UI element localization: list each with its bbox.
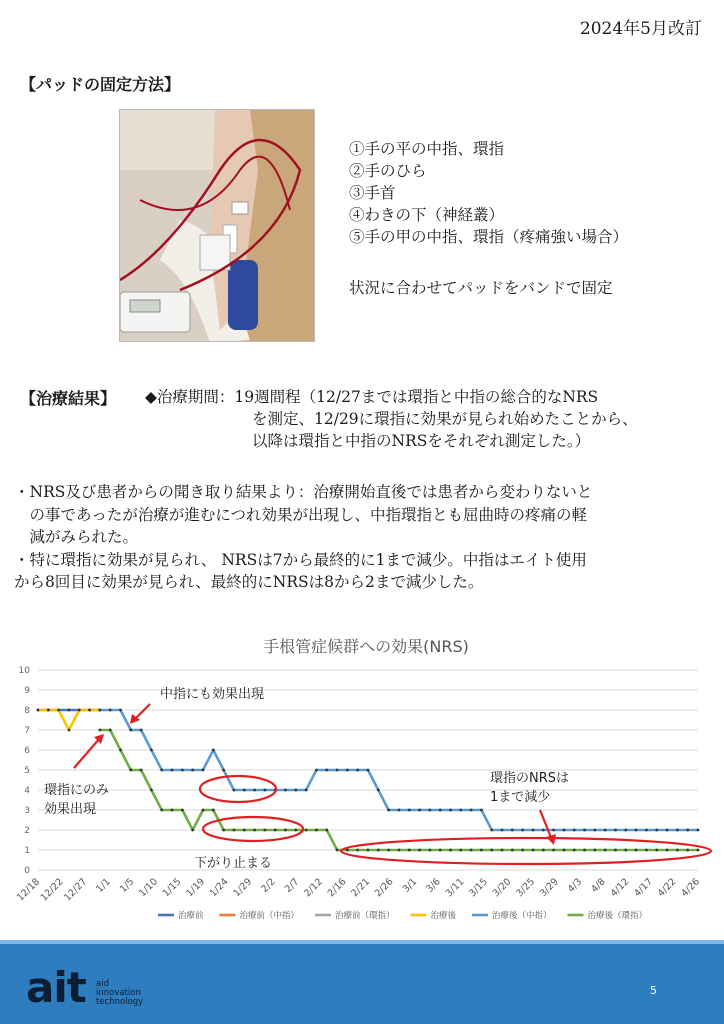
data-point: [480, 809, 483, 812]
data-point: [98, 729, 101, 732]
x-tick-label: 1/29: [231, 876, 255, 900]
data-point: [439, 849, 442, 852]
data-point: [449, 849, 452, 852]
data-point: [253, 789, 256, 792]
data-point: [253, 829, 256, 832]
data-point: [408, 849, 411, 852]
data-point: [604, 849, 607, 852]
data-point: [47, 709, 50, 712]
data-point: [181, 809, 184, 812]
legend-label: 治療後（中指）: [492, 911, 552, 921]
data-point: [666, 849, 669, 852]
data-point: [160, 769, 163, 772]
data-point: [202, 769, 205, 772]
pad-position-item: ②手のひら: [349, 162, 427, 180]
x-tick-label: 1/24: [207, 876, 231, 900]
x-tick-label: 1/15: [160, 876, 184, 900]
data-point: [367, 769, 370, 772]
pad-position-item: ③手首: [349, 184, 396, 202]
y-tick-label: 5: [24, 766, 30, 776]
x-tick-label: 2/16: [325, 876, 349, 900]
data-point: [624, 829, 627, 832]
data-point: [243, 789, 246, 792]
annotation-ring-finger-part1: 環指にのみ: [44, 783, 110, 798]
data-point: [98, 709, 101, 712]
data-point: [325, 829, 328, 832]
company-logo-tagline: [96, 980, 143, 1007]
data-point: [305, 789, 308, 792]
pad-fixation-note: 状況に合わせてパッドをバンドで固定: [349, 279, 613, 297]
legend-label: 治療前: [178, 911, 204, 921]
data-point: [140, 729, 143, 732]
data-point: [532, 829, 535, 832]
x-tick-label: 3/20: [490, 876, 514, 900]
x-tick-label: 4/22: [655, 876, 679, 900]
data-point: [604, 829, 607, 832]
annotation-middle-finger: 中指にも効果出現: [160, 687, 265, 702]
result-line: 減がみられた。: [14, 528, 139, 546]
data-point: [222, 829, 225, 832]
data-point: [532, 849, 535, 852]
data-point: [398, 849, 401, 852]
data-point: [119, 749, 122, 752]
data-point: [645, 849, 648, 852]
data-point: [57, 709, 60, 712]
x-tick-label: 4/3: [565, 876, 585, 895]
data-point: [212, 809, 215, 812]
data-point: [68, 729, 71, 732]
logo-line: innovation: [96, 988, 141, 998]
data-point: [398, 809, 401, 812]
data-point: [150, 789, 153, 792]
data-point: [387, 849, 390, 852]
x-tick-label: 12/22: [38, 876, 66, 904]
x-tick-label: 2/26: [372, 876, 396, 900]
data-point: [480, 849, 483, 852]
data-point: [563, 849, 566, 852]
data-point: [501, 849, 504, 852]
data-point: [593, 829, 596, 832]
data-point: [542, 829, 545, 832]
data-point: [697, 849, 700, 852]
data-point: [78, 709, 81, 712]
y-tick-label: 1: [24, 846, 30, 856]
nrs-chart-svg: [8, 628, 716, 928]
pad-position-item: ④わきの下（神経叢）: [349, 206, 505, 224]
data-point: [274, 829, 277, 832]
pad-position-list: [349, 138, 628, 248]
data-point: [439, 809, 442, 812]
data-point: [655, 829, 658, 832]
data-point: [676, 849, 679, 852]
series-line: [38, 710, 100, 730]
x-tick-label: 3/29: [537, 876, 561, 900]
data-point: [315, 769, 318, 772]
data-point: [191, 829, 194, 832]
data-point: [109, 709, 112, 712]
data-point: [470, 809, 473, 812]
data-point: [655, 849, 658, 852]
data-point: [418, 849, 421, 852]
data-point: [160, 809, 163, 812]
data-point: [563, 829, 566, 832]
x-tick-label: 12/27: [62, 876, 90, 904]
data-point: [150, 749, 153, 752]
data-point: [367, 849, 370, 852]
y-tick-label: 10: [18, 666, 30, 676]
data-point: [284, 829, 287, 832]
data-point: [377, 849, 380, 852]
y-tick-label: 8: [24, 706, 30, 716]
logo-line: aid: [96, 979, 109, 989]
legend-label: 治療前（環指）: [335, 911, 395, 921]
y-tick-label: 0: [24, 866, 30, 876]
data-point: [583, 829, 586, 832]
x-tick-label: 2/2: [259, 876, 278, 895]
chart-title: 手根管症候群への効果(NRS): [263, 637, 469, 656]
y-tick-label: 9: [24, 686, 30, 696]
data-point: [614, 849, 617, 852]
arrow-ring-finger: [74, 738, 100, 768]
x-tick-label: 4/8: [589, 876, 608, 895]
data-point: [171, 809, 174, 812]
annotation-ring-finger-part2: 効果出現: [44, 802, 97, 817]
data-point: [233, 829, 236, 832]
data-point: [408, 809, 411, 812]
arrow-ring-nrs-head: [546, 834, 556, 845]
data-point: [490, 829, 493, 832]
data-point: [222, 769, 225, 772]
pad-section-title: 【パッドの固定方法】: [20, 75, 181, 94]
data-point: [542, 849, 545, 852]
data-point: [305, 829, 308, 832]
data-point: [573, 849, 576, 852]
annotation-ring-nrs-part2: 1まで減少: [490, 790, 551, 805]
data-point: [171, 769, 174, 772]
y-tick-label: 3: [24, 806, 30, 816]
data-point: [346, 849, 349, 852]
data-point: [490, 849, 493, 852]
x-tick-label: 4/26: [679, 876, 703, 900]
data-point: [356, 849, 359, 852]
x-tick-label: 3/11: [443, 876, 467, 900]
data-point: [624, 849, 627, 852]
data-point: [418, 809, 421, 812]
data-point: [233, 789, 236, 792]
data-point: [284, 789, 287, 792]
data-point: [336, 849, 339, 852]
data-point: [521, 829, 524, 832]
x-tick-label: 3/1: [400, 876, 420, 895]
treatment-results: [14, 481, 714, 594]
annotation-ring-nrs-part1: 環指のNRSは: [490, 771, 570, 786]
data-point: [686, 829, 689, 832]
legend-label: 治療後（環指）: [587, 911, 648, 921]
data-point: [501, 829, 504, 832]
data-point: [470, 849, 473, 852]
data-point: [676, 829, 679, 832]
x-tick-label: 3/15: [467, 876, 490, 900]
data-point: [511, 849, 514, 852]
data-point: [263, 829, 266, 832]
x-tick-label: 1/10: [137, 876, 160, 900]
result-line: の事であったが治療が進むにつれ効果が出現し、中指環指とも屈曲時の疼痛の軽: [14, 505, 588, 524]
data-point: [377, 789, 380, 792]
data-point: [88, 709, 91, 712]
company-logo: ait: [26, 963, 86, 1012]
y-tick-label: 7: [24, 726, 30, 736]
pad-position-item: ①手の平の中指、環指: [349, 140, 505, 158]
data-point: [552, 829, 555, 832]
data-point: [336, 769, 339, 772]
data-point: [521, 849, 524, 852]
pad-placement-photo: [119, 109, 315, 342]
data-point: [129, 729, 132, 732]
data-point: [263, 789, 266, 792]
data-point: [315, 829, 318, 832]
result-line: ・NRS及び患者からの聞き取り結果より：治療開始直後では患者から変わりないと: [14, 483, 593, 501]
y-tick-label: 2: [24, 826, 30, 836]
x-tick-label: 4/17: [632, 876, 655, 900]
data-point: [68, 709, 71, 712]
data-point: [459, 809, 462, 812]
data-point: [666, 829, 669, 832]
period-line: 以降は環指と中指のNRSをそれぞれ測定した。）: [252, 432, 591, 450]
arrow-ring-nrs: [540, 810, 552, 840]
result-line: ・特に環指に効果が見られ、 NRSは7から最終的に1まで減少。中指はエイト使用: [14, 550, 587, 569]
x-tick-label: 2/21: [349, 876, 373, 900]
data-point: [325, 769, 328, 772]
data-point: [449, 809, 452, 812]
page-number: 5: [650, 984, 657, 997]
annotation-plateau: 下がり止まる: [194, 856, 273, 871]
data-point: [686, 849, 689, 852]
data-point: [346, 769, 349, 772]
data-point: [593, 849, 596, 852]
x-tick-label: 4/12: [608, 876, 632, 900]
data-point: [552, 849, 555, 852]
y-tick-label: 4: [24, 786, 30, 796]
data-point: [109, 729, 112, 732]
treatment-period: [145, 386, 638, 452]
data-point: [191, 769, 194, 772]
data-point: [428, 849, 431, 852]
data-point: [387, 809, 390, 812]
data-point: [428, 809, 431, 812]
x-tick-label: 3/25: [514, 876, 538, 900]
legend-label: 治療前（中指）: [239, 911, 300, 921]
nrs-chart: [8, 628, 716, 928]
data-point: [37, 709, 40, 712]
x-tick-label: 12/18: [14, 876, 43, 904]
treatment-section-title: 【治療結果】: [20, 389, 117, 408]
data-point: [697, 829, 700, 832]
data-point: [356, 769, 359, 772]
data-point: [511, 829, 514, 832]
x-tick-label: 1/5: [117, 876, 137, 895]
data-point: [140, 769, 143, 772]
data-point: [614, 829, 617, 832]
x-tick-label: 1/19: [184, 876, 208, 900]
period-line: を測定、12/29に環指に効果が見られ始めたことから、: [252, 410, 638, 428]
pad-position-item: ⑤手の甲の中指、環指（疼痛強い場合）: [349, 228, 629, 246]
data-point: [635, 829, 638, 832]
data-point: [202, 809, 205, 812]
x-tick-label: 2/7: [282, 876, 302, 895]
data-point: [181, 769, 184, 772]
data-point: [573, 829, 576, 832]
period-line: ◆治療期間：19週間程（12/27までは環指と中指の総合的なNRS: [145, 388, 599, 406]
x-tick-label: 3/6: [424, 876, 443, 895]
data-point: [294, 829, 297, 832]
logo-line: technology: [96, 997, 144, 1007]
x-tick-label: 1/1: [94, 876, 113, 895]
data-point: [243, 829, 246, 832]
data-point: [459, 849, 462, 852]
y-tick-label: 6: [24, 746, 30, 756]
data-point: [294, 789, 297, 792]
legend-label: 治療後: [430, 911, 457, 921]
result-line: から8回目に効果が見られ、最終的にNRSは8から2まで減少した。: [14, 573, 484, 591]
data-point: [635, 849, 638, 852]
data-point: [129, 769, 132, 772]
x-tick-label: 2/12: [302, 876, 325, 900]
data-point: [645, 829, 648, 832]
data-point: [212, 749, 215, 752]
revision-date: 2024年5月改訂: [579, 19, 702, 39]
data-point: [119, 709, 122, 712]
data-point: [583, 849, 586, 852]
